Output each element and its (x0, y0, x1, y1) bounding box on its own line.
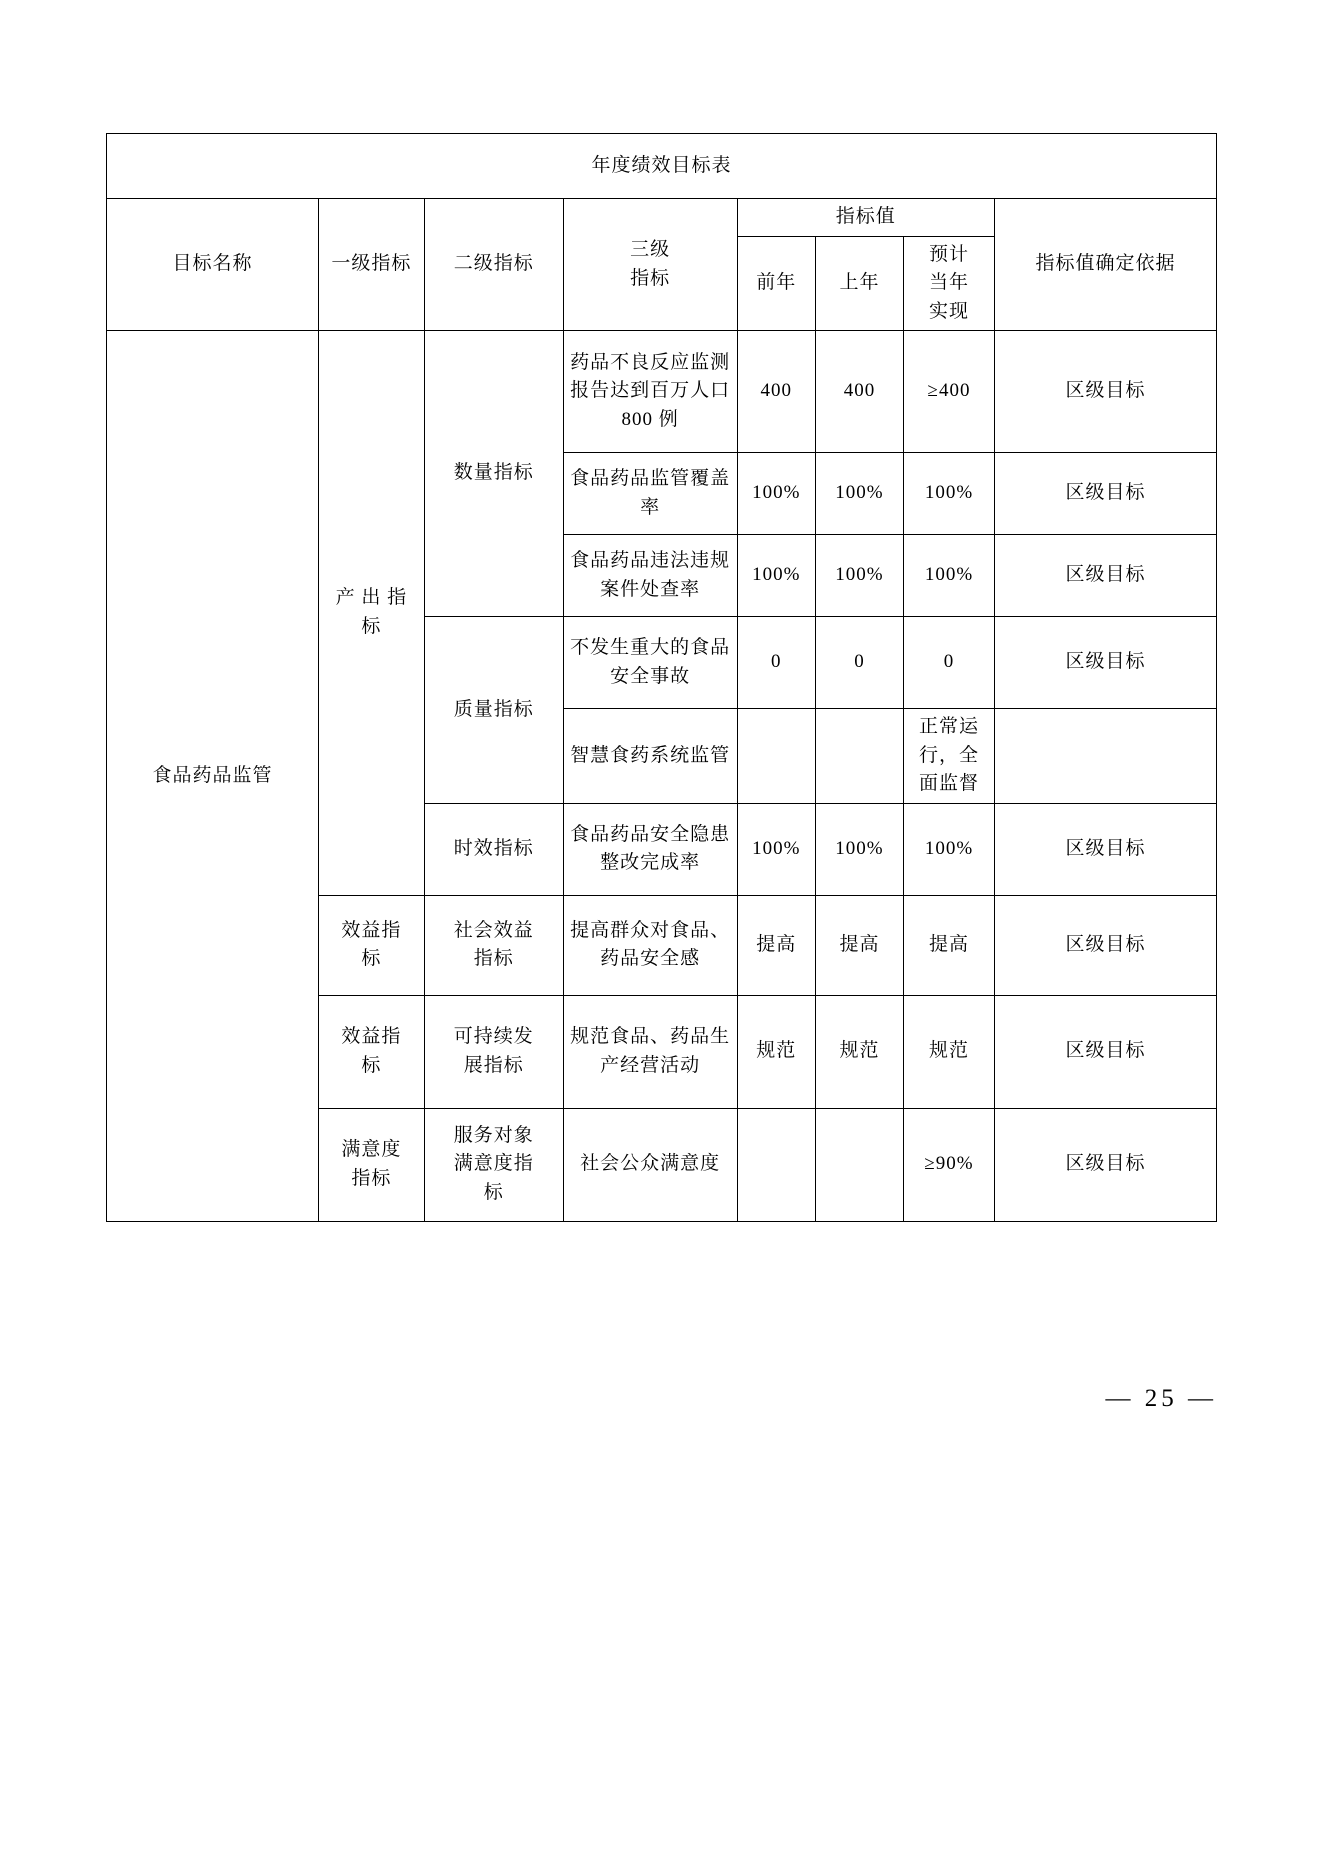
cell-basis: 区级目标 (994, 453, 1216, 535)
cell-level2-sustainable: 可持续发 展指标 (424, 995, 563, 1108)
cell-prev-year: 0 (737, 617, 815, 709)
cell-last-year: 100% (815, 535, 903, 617)
cell-expected: 0 (904, 617, 995, 709)
table-title-row (107, 134, 1217, 199)
page-number: — 25 — (1105, 1385, 1217, 1412)
cell-level3: 智慧食药系统监管 (563, 709, 737, 804)
cell-level2-quality: 质量指标 (424, 617, 563, 804)
cell-level3: 食品药品违法违规案件处查率 (563, 535, 737, 617)
table-title: 年度绩效目标表 (107, 134, 1217, 199)
header-level1: 一级指标 (318, 199, 424, 331)
cell-prev-year: 100% (737, 453, 815, 535)
performance-goal-table-wrapper (106, 133, 1217, 1222)
cell-basis: 区级目标 (994, 535, 1216, 617)
cell-level2-social-benefit: 社会效益 指标 (424, 895, 563, 995)
cell-expected: 100% (904, 453, 995, 535)
cell-level3: 食品药品监管覆盖率 (563, 453, 737, 535)
cell-level3: 不发生重大的食品安全事故 (563, 617, 737, 709)
cell-prev-year: 100% (737, 535, 815, 617)
cell-level3: 规范食品、药品生产经营活动 (563, 995, 737, 1108)
cell-level3: 药品不良反应监测报告达到百万人口 800 例 (563, 331, 737, 453)
header-expected-current: 预计 当年 实现 (904, 236, 995, 331)
cell-level2-quantity: 数量指标 (424, 331, 563, 617)
cell-last-year: 100% (815, 803, 903, 895)
header-level2: 二级指标 (424, 199, 563, 331)
table-header-row-1 (107, 199, 1217, 237)
cell-basis (994, 709, 1216, 804)
cell-expected: 提高 (904, 895, 995, 995)
cell-prev-year: 提高 (737, 895, 815, 995)
cell-level3: 社会公众满意度 (563, 1108, 737, 1221)
cell-expected: 100% (904, 535, 995, 617)
performance-goal-table (106, 133, 1217, 1222)
cell-last-year: 提高 (815, 895, 903, 995)
cell-expected: ≥90% (904, 1108, 995, 1221)
cell-prev-year (737, 1108, 815, 1221)
cell-level3: 提高群众对食品、药品安全感 (563, 895, 737, 995)
header-basis: 指标值确定依据 (994, 199, 1216, 331)
cell-level2-timeliness: 时效指标 (424, 803, 563, 895)
header-level3: 三级 指标 (563, 199, 737, 331)
cell-last-year: 0 (815, 617, 903, 709)
cell-level2-service-satisfaction: 服务对象 满意度指 标 (424, 1108, 563, 1221)
cell-prev-year: 100% (737, 803, 815, 895)
table-row (107, 331, 1217, 453)
cell-expected: 规范 (904, 995, 995, 1108)
cell-last-year: 400 (815, 331, 903, 453)
cell-prev-year: 规范 (737, 995, 815, 1108)
cell-prev-year (737, 709, 815, 804)
cell-level3: 食品药品安全隐患整改完成率 (563, 803, 737, 895)
cell-basis: 区级目标 (994, 895, 1216, 995)
cell-prev-year: 400 (737, 331, 815, 453)
cell-last-year (815, 709, 903, 804)
cell-level1-satisfaction: 满意度 指标 (318, 1108, 424, 1221)
header-goal-name: 目标名称 (107, 199, 319, 331)
cell-basis: 区级目标 (994, 995, 1216, 1108)
cell-basis: 区级目标 (994, 803, 1216, 895)
header-prev-year: 前年 (737, 236, 815, 331)
cell-expected: ≥400 (904, 331, 995, 453)
cell-last-year (815, 1108, 903, 1221)
cell-level1-output: 产 出 指 标 (318, 331, 424, 896)
cell-level1-benefit: 效益指 标 (318, 995, 424, 1108)
header-indicator-value: 指标值 (737, 199, 994, 237)
cell-last-year: 100% (815, 453, 903, 535)
cell-expected: 正常运行，全面监督 (904, 709, 995, 804)
cell-basis: 区级目标 (994, 617, 1216, 709)
cell-level1-benefit: 效益指 标 (318, 895, 424, 995)
cell-goal-name-value: 食品药品监管 (107, 331, 319, 1222)
cell-last-year: 规范 (815, 995, 903, 1108)
cell-basis: 区级目标 (994, 331, 1216, 453)
cell-basis: 区级目标 (994, 1108, 1216, 1221)
header-last-year: 上年 (815, 236, 903, 331)
cell-expected: 100% (904, 803, 995, 895)
